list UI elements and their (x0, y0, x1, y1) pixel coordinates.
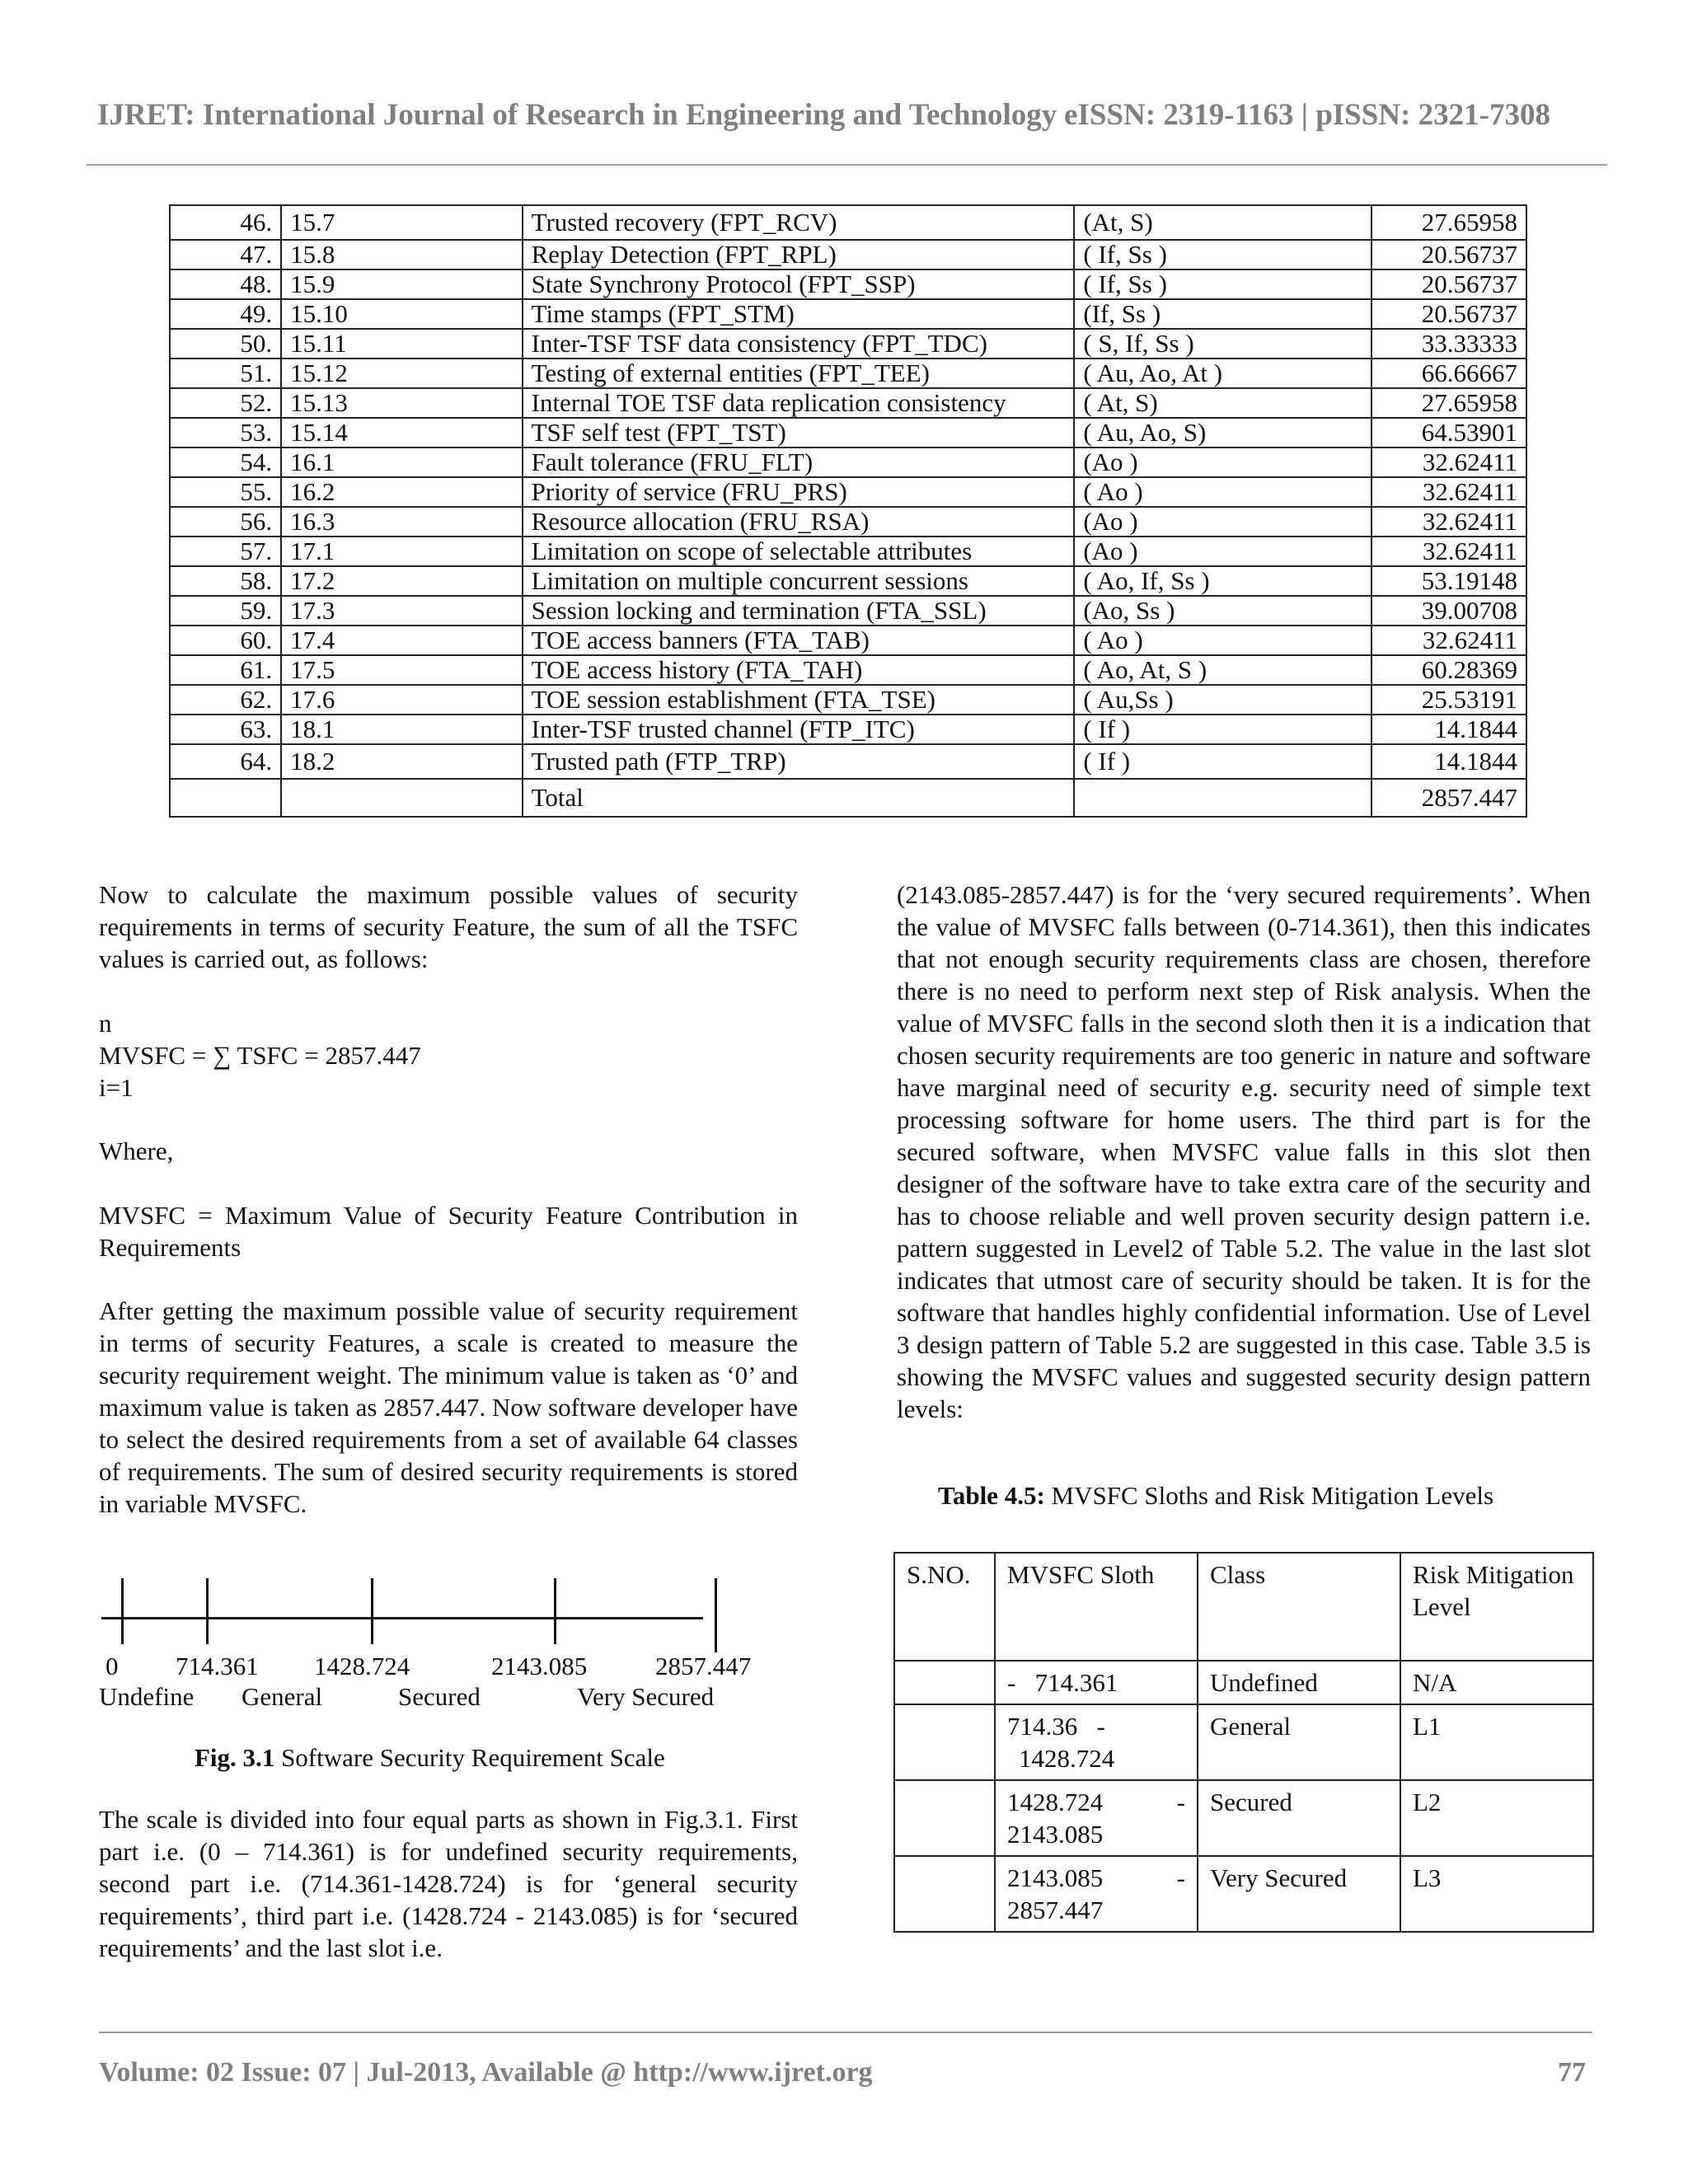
total-label: Total (523, 779, 1075, 817)
header-divider (87, 164, 1607, 166)
sloth-dash: - (1176, 1788, 1185, 1816)
left-para-2 (99, 1295, 798, 1520)
cell-class-id: 15.12 (281, 359, 522, 388)
cell-value: 32.62411 (1372, 448, 1526, 477)
cell-attributes: ( Ao ) (1074, 477, 1372, 507)
scale-tick (371, 1578, 373, 1644)
cell-requirement-title: Replay Detection (FPT_RPL) (523, 240, 1075, 269)
left-para-3 (99, 1803, 798, 1964)
cell-value: 27.65958 (1372, 205, 1526, 240)
cell-row-number: 61. (170, 655, 281, 685)
cell-value: 27.65958 (1372, 388, 1526, 418)
equation-upper-limit: n (99, 1009, 112, 1038)
cell-requirement-title: State Synchrony Protocol (FPT_SSP) (523, 269, 1075, 299)
definition-paragraph (99, 1199, 798, 1263)
footer-divider (99, 2032, 1592, 2033)
figure-caption (195, 1743, 665, 1773)
cell-value: 14.1844 (1372, 715, 1526, 744)
scale-tick (121, 1578, 124, 1644)
cell-sno (894, 1661, 995, 1704)
cell-value: 66.66667 (1372, 359, 1526, 388)
cell-class-id: 16.3 (281, 507, 522, 537)
table-row (170, 240, 1526, 269)
cell-sno (894, 1704, 995, 1780)
cell-value: 20.56737 (1372, 269, 1526, 299)
table-row (170, 269, 1526, 299)
cell-attributes: (If, Ss ) (1074, 299, 1372, 329)
cell-level: L2 (1400, 1780, 1593, 1856)
sloth-from: 714.36 (1007, 1712, 1078, 1741)
cell-level: L3 (1400, 1856, 1593, 1932)
header-sloth: MVSFC Sloth (995, 1553, 1198, 1661)
cell-attributes: ( If, Ss ) (1074, 240, 1372, 269)
cell-attributes: (Ao ) (1074, 537, 1372, 566)
scale-value-4: 2857.447 (655, 1652, 752, 1680)
cell-requirement-title: Internal TOE TSF data replication consistency (523, 388, 1075, 418)
sloth-to: 2143.085 (1007, 1820, 1104, 1849)
table-row (170, 566, 1526, 596)
cell-attributes: ( If ) (1074, 744, 1372, 779)
cell-class-id: 16.1 (281, 448, 522, 477)
cell-value: 33.33333 (1372, 329, 1526, 359)
cell-class-id: 15.14 (281, 418, 522, 448)
page-number: 77 (1558, 2057, 1586, 2088)
cell-class-id: 15.11 (281, 329, 522, 359)
cell-empty (170, 779, 281, 817)
cell-class: Very Secured (1198, 1856, 1400, 1932)
cell-row-number: 54. (170, 448, 281, 477)
cell-requirement-title: Session locking and termination (FTA_SSL) (523, 596, 1075, 626)
journal-title: IJRET: International Journal of Research in Engineering and Technology (97, 98, 1057, 132)
cell-level: L1 (1400, 1704, 1593, 1780)
cell-attributes: (Ao ) (1074, 448, 1372, 477)
cell-level: N/A (1400, 1661, 1593, 1704)
table-row (170, 329, 1526, 359)
cell-class-id: 17.4 (281, 626, 522, 655)
header-class: Class (1198, 1553, 1400, 1661)
cell-row-number: 56. (170, 507, 281, 537)
scale-value-0: 0 (106, 1652, 119, 1680)
cell-row-number: 47. (170, 240, 281, 269)
figure-label: Fig. 3.1 (195, 1743, 275, 1772)
cell-value: 14.1844 (1372, 744, 1526, 779)
cell-row-number: 50. (170, 329, 281, 359)
cell-row-number: 64. (170, 744, 281, 779)
cell-row-number: 55. (170, 477, 281, 507)
cell-value: 53.19148 (1372, 566, 1526, 596)
table-row (170, 744, 1526, 779)
scale-tick (206, 1578, 209, 1644)
table-row (170, 655, 1526, 685)
sloth-dash: - (1007, 1668, 1016, 1697)
cell-requirement-title: Time stamps (FPT_STM) (523, 299, 1075, 329)
cell-class-id: 17.1 (281, 537, 522, 566)
cell-value: 25.53191 (1372, 685, 1526, 715)
cell-attributes: ( S, If, Ss ) (1074, 329, 1372, 359)
scale-value-2: 1428.724 (314, 1652, 410, 1680)
cell-attributes: (Ao ) (1074, 507, 1372, 537)
cell-class-id: 18.1 (281, 715, 522, 744)
cell-class-id: 17.3 (281, 596, 522, 626)
cell-class-id: 15.7 (281, 205, 522, 240)
table-caption (938, 1481, 1493, 1511)
cell-row-number: 62. (170, 685, 281, 715)
table-row (170, 359, 1526, 388)
cell-class-id: 15.13 (281, 388, 522, 418)
paragraph: After getting the maximum possible value of security requirement in terms of security Features, a scale is created to measure the security requirement weight. The minimum value is taken as ‘0’ and maximum value is taken as 2857.447. Now software developer have to select the desired requirements from a set of available 64 classes of requirements. The sum of desired security requirements is stored in variable MVSFC. (99, 1296, 798, 1518)
cell-class-id: 18.2 (281, 744, 522, 779)
table-caption-text: MVSFC Sloths and Risk Mitigation Levels (1044, 1481, 1494, 1510)
cell-value: 20.56737 (1372, 240, 1526, 269)
cell-requirement-title: Inter-TSF trusted channel (FTP_ITC) (523, 715, 1075, 744)
cell-value: 39.00708 (1372, 596, 1526, 626)
cell-requirement-title: TSF self test (FPT_TST) (523, 418, 1075, 448)
scale-tick (554, 1578, 556, 1644)
cell-value: 20.56737 (1372, 299, 1526, 329)
cell-empty (1074, 779, 1372, 817)
cell-attributes: (At, S) (1074, 205, 1372, 240)
cell-value: 32.62411 (1372, 537, 1526, 566)
cell-attributes: ( Au,Ss ) (1074, 685, 1372, 715)
cell-class-id: 17.6 (281, 685, 522, 715)
cell-value: 32.62411 (1372, 626, 1526, 655)
cell-class-id: 16.2 (281, 477, 522, 507)
scale-class-general: General (241, 1682, 323, 1711)
table-total-row (170, 779, 1526, 817)
table-row (170, 537, 1526, 566)
risk-mitigation-table (893, 1552, 1594, 1933)
paragraph: (2143.085-2857.447) is for the ‘very secured requirements’. When the value of MVSFC falls between (0-714.361), then this indicates that not enough security requirements class are chosen, therefore there is no need to perform next step of Risk analysis. When the value of MVSFC falls in the second sloth then it is a indication that chosen security requirements are too generic in nature and software have marginal need of security e.g. security need of simple text processing software for home users. The third part is for the secured software, when MVSFC value falls in this slot then designer of the software have to take extra care of the security and has to choose reliable and well proven security design pattern i.e. pattern suggested in Level2 of Table 5.2. The value in the last slot indicates that utmost care of security should be taken. It is for the software that handles highly confidential information. Use of Level 3 design pattern of Table 5.2 are suggested in this case. Table 3.5 is showing the MVSFC values and suggested security design pattern levels: (897, 880, 1591, 1423)
scale-class-very-secured: Very Secured (577, 1682, 715, 1711)
running-header (97, 97, 1581, 133)
cell-requirement-title: Limitation on multiple concurrent sessions (523, 566, 1075, 596)
cell-sloth (995, 1780, 1198, 1856)
cell-requirement-title: Testing of external entities (FPT_TEE) (523, 359, 1075, 388)
cell-class-id: 17.5 (281, 655, 522, 685)
cell-class-id: 15.10 (281, 299, 522, 329)
cell-requirement-title: TOE session establishment (FTA_TSE) (523, 685, 1075, 715)
cell-sno (894, 1780, 995, 1856)
scale-value-3: 2143.085 (491, 1652, 588, 1680)
sloth-dash: - (1096, 1712, 1105, 1741)
cell-row-number: 46. (170, 205, 281, 240)
cell-row-number: 52. (170, 388, 281, 418)
sloth-to: 1428.724 (1019, 1744, 1115, 1773)
cell-class: General (1198, 1704, 1400, 1780)
sloth-from: 1428.724 (1007, 1788, 1104, 1816)
scale-class-undefine: Undefine (99, 1682, 195, 1711)
cell-row-number: 53. (170, 418, 281, 448)
cell-requirement-title: TOE access history (FTA_TAH) (523, 655, 1075, 685)
table-row (894, 1856, 1593, 1932)
cell-empty (281, 779, 522, 817)
sloth-from: 2143.085 (1007, 1863, 1104, 1892)
total-value: 2857.447 (1372, 779, 1526, 817)
equation-lower-limit: i=1 (99, 1073, 134, 1102)
table-row (170, 477, 1526, 507)
cell-sloth (995, 1704, 1198, 1780)
sloth-range (1007, 1862, 1185, 1894)
table-row (170, 685, 1526, 715)
cell-class-id: 15.9 (281, 269, 522, 299)
cell-sno (894, 1856, 995, 1932)
paragraph: Now to calculate the maximum possible values of security requirements in terms of security Feature, the sum of all the TSFC values is carried out, as follows: (99, 880, 798, 973)
issn-line: eISSN: 2319-1163 | pISSN: 2321-7308 (1064, 98, 1550, 132)
cell-sloth (995, 1661, 1198, 1704)
cell-class-id: 15.8 (281, 240, 522, 269)
requirements-table (169, 204, 1527, 818)
figure-caption-text: Software Security Requirement Scale (274, 1743, 665, 1772)
cell-class-id: 17.2 (281, 566, 522, 596)
right-para-1 (897, 879, 1591, 1425)
sloth-range (1007, 1710, 1185, 1742)
footer-volume-info: Volume: 02 Issue: 07 | Jul-2013, Available @ http://www.ijret.org (99, 2057, 873, 2088)
cell-requirement-title: Priority of service (FRU_PRS) (523, 477, 1075, 507)
cell-sloth (995, 1856, 1198, 1932)
cell-row-number: 49. (170, 299, 281, 329)
cell-attributes: ( If ) (1074, 715, 1372, 744)
scale-tick (715, 1578, 717, 1652)
cell-row-number: 51. (170, 359, 281, 388)
cell-requirement-title: Fault tolerance (FRU_FLT) (523, 448, 1075, 477)
cell-attributes: ( Ao, If, Ss ) (1074, 566, 1372, 596)
table-row (170, 448, 1526, 477)
cell-row-number: 59. (170, 596, 281, 626)
cell-requirement-title: Trusted path (FTP_TRP) (523, 744, 1075, 779)
paragraph: The scale is divided into four equal parts as shown in Fig.3.1. First part i.e. (0 – 714.361) is for undefined security requirements, second part i.e. (714.361-1428.724) is for ‘general security requirements’, third part i.e. (1428.724 - 2143.085) is for ‘secured requirements’ and the last slot i.e. (99, 1805, 798, 1962)
cell-row-number: 60. (170, 626, 281, 655)
cell-requirement-title: TOE access banners (FTA_TAB) (523, 626, 1075, 655)
cell-attributes: ( Ao ) (1074, 626, 1372, 655)
table-row (894, 1704, 1593, 1780)
paragraph: MVSFC = Maximum Value of Security Feature Contribution in Requirements (99, 1201, 798, 1262)
cell-attributes: ( If, Ss ) (1074, 269, 1372, 299)
table-row (170, 418, 1526, 448)
cell-attributes: ( Au, Ao, At ) (1074, 359, 1372, 388)
cell-value: 32.62411 (1372, 507, 1526, 537)
cell-attributes: ( Au, Ao, S) (1074, 418, 1372, 448)
sloth-to: 2857.447 (1007, 1896, 1104, 1924)
scale-class-secured: Secured (398, 1682, 481, 1711)
sloth-dash: - (1176, 1863, 1185, 1892)
equation-main: MVSFC = ∑ TSFC = 2857.447 (99, 1041, 421, 1070)
cell-attributes: ( Ao, At, S ) (1074, 655, 1372, 685)
sloth-range (1007, 1786, 1185, 1818)
cell-value: 32.62411 (1372, 477, 1526, 507)
table-row (170, 626, 1526, 655)
cell-requirement-title: Limitation on scope of selectable attributes (523, 537, 1075, 566)
left-para-1 (99, 879, 798, 975)
cell-row-number: 48. (170, 269, 281, 299)
header-sno: S.NO. (894, 1553, 995, 1661)
cell-row-number: 58. (170, 566, 281, 596)
table-row (170, 715, 1526, 744)
header-level: Risk Mitigation Level (1400, 1553, 1593, 1661)
where-label: Where, (99, 1137, 174, 1165)
cell-requirement-title: Resource allocation (FRU_RSA) (523, 507, 1075, 537)
sloth-value: 714.361 (1034, 1668, 1118, 1697)
table-row (170, 388, 1526, 418)
table-row (170, 596, 1526, 626)
cell-value: 64.53901 (1372, 418, 1526, 448)
cell-attributes: (Ao, Ss ) (1074, 596, 1372, 626)
table-row (894, 1780, 1593, 1856)
cell-class: Secured (1198, 1780, 1400, 1856)
table-row (894, 1661, 1593, 1704)
table-header-row (894, 1553, 1593, 1661)
table-row (170, 507, 1526, 537)
cell-attributes: ( At, S) (1074, 388, 1372, 418)
table-row (170, 205, 1526, 240)
cell-requirement-title: Trusted recovery (FPT_RCV) (523, 205, 1075, 240)
table-label: Table 4.5: (938, 1481, 1045, 1510)
cell-row-number: 63. (170, 715, 281, 744)
cell-requirement-title: Inter-TSF TSF data consistency (FPT_TDC) (523, 329, 1075, 359)
requirements-table-body (170, 205, 1526, 817)
cell-value: 60.28369 (1372, 655, 1526, 685)
scale-value-1: 714.361 (176, 1652, 259, 1680)
cell-class: Undefined (1198, 1661, 1400, 1704)
scale-axis-line (101, 1617, 703, 1619)
table-row (170, 299, 1526, 329)
cell-row-number: 57. (170, 537, 281, 566)
